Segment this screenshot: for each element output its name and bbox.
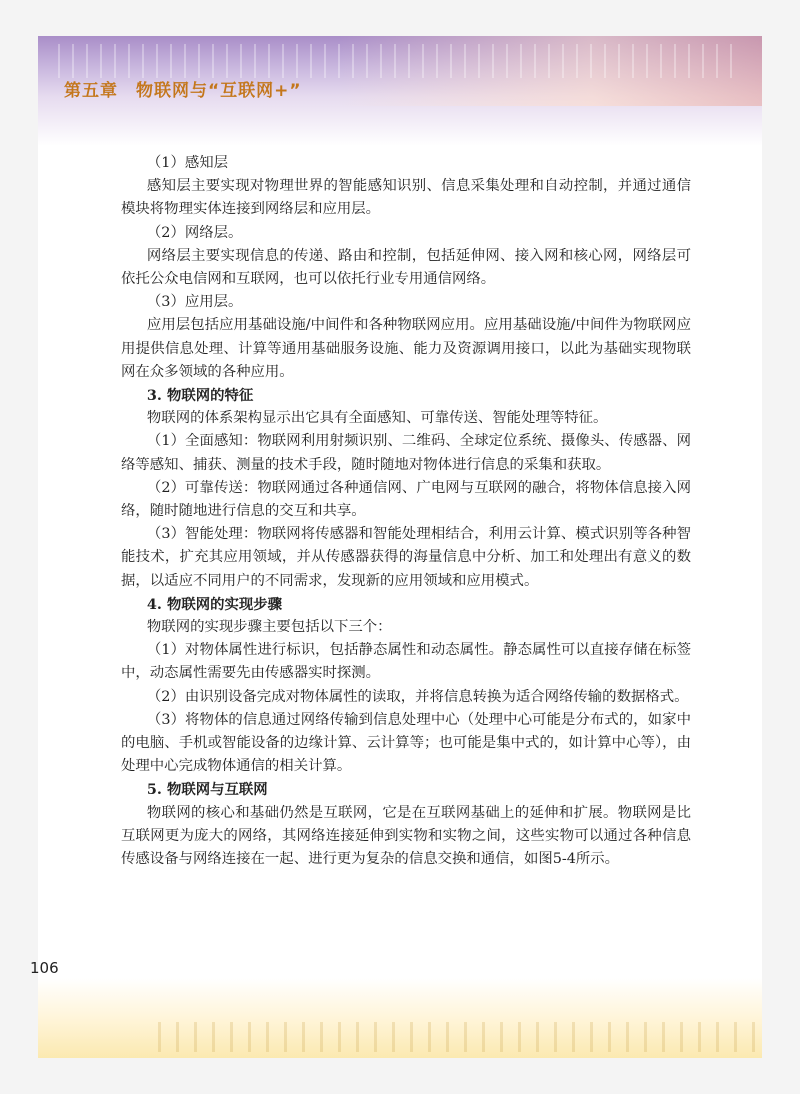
paragraph: （2）可靠传送：物联网通过各种通信网、广电网与互联网的融合，将物体信息接入网络，随时随地进行信息的交互和共享。 bbox=[121, 479, 691, 520]
paragraph: 物联网的核心和基础仍然是互联网，它是在互联网基础上的延伸和扩展。物联网是比互联网更为庞大的网络，其网络连接延伸到实物和实物之间，这些实物可以通过各种信息传感设备与网络连接在一起、进行更为复杂的信息交换和通信，如图5-4所示。 bbox=[121, 804, 691, 868]
paragraph: 网络层主要实现信息的传递、路由和控制，包括延伸网、接入网和核心网，网络层可依托公众电信网和互联网，也可以依托行业专用通信网络。 bbox=[121, 247, 691, 288]
paragraph: （2）由识别设备完成对物体属性的读取，并将信息转换为适合网络传输的数据格式。 bbox=[146, 688, 689, 705]
section-heading: 4. 物联网的实现步骤 bbox=[146, 595, 283, 613]
paragraph: （1）感知层 bbox=[146, 155, 229, 171]
paragraph: 物联网的体系架构显示出它具有全面感知、可靠传送、智能处理等特征。 bbox=[146, 410, 608, 427]
paragraph: 感知层主要实现对物理世界的智能感知识别、信息采集处理和自动控制，并通过通信模块将物理实体连接到网络层和应用层。 bbox=[121, 178, 691, 218]
footer-pattern bbox=[158, 1022, 758, 1052]
paragraph: （1）全面感知：物联网利用射频识别、二维码、全球定位系统、摄像头、传感器、网络等感知、捕获、测量的技术手段，随时随地对物体进行信息的采集和获取。 bbox=[121, 433, 691, 473]
footer-banner bbox=[38, 978, 762, 1058]
paragraph: （3）智能处理：物联网将传感器和智能处理相结合，利用云计算、模式识别等各种智能技术，扩充其应用领域，并从传感器获得的海量信息中分析、加工和处理出有意义的数据，以适应不同用户的不同需求，发现新的应用领域和应用模式。 bbox=[121, 526, 691, 589]
paragraph: 应用层包括应用基础设施/中间件和各种物联网应用。应用基础设施/中间件为物联网应用提供信息处理、计算等通用基础服务设施、能力及资源调用接口，以此为基础实现物联网在众多领域的各种应用。 bbox=[121, 317, 691, 380]
section-heading: 5. 物联网与互联网 bbox=[146, 781, 268, 799]
page-number: 106 bbox=[30, 959, 59, 977]
section-heading: 3. 物联网的特征 bbox=[146, 387, 254, 405]
book-page bbox=[38, 36, 762, 1058]
paragraph: （1）对物体属性进行标识，包括静态属性和动态属性。静态属性可以直接存储在标签中，动态属性需要先由传感器实时探测。 bbox=[121, 642, 691, 682]
paragraph: （2）网络层。 bbox=[146, 224, 243, 241]
chapter-title: 第五章 物联网与“互联网+” bbox=[64, 81, 302, 101]
paragraph: （3）将物体的信息通过网络传输到信息处理中心（处理中心可能是分布式的，如家中的电脑、手机或智能设备的边缘计算、云计算等；也可能是集中式的，如计算中心等），由处理中心完成物体通信的相关计算。 bbox=[121, 711, 691, 775]
body-text bbox=[121, 152, 691, 871]
header-pattern bbox=[58, 44, 738, 78]
paragraph: 物联网的实现步骤主要包括以下三个： bbox=[146, 619, 392, 636]
chapter-header-banner bbox=[38, 36, 762, 146]
paragraph: （3）应用层。 bbox=[146, 294, 243, 311]
